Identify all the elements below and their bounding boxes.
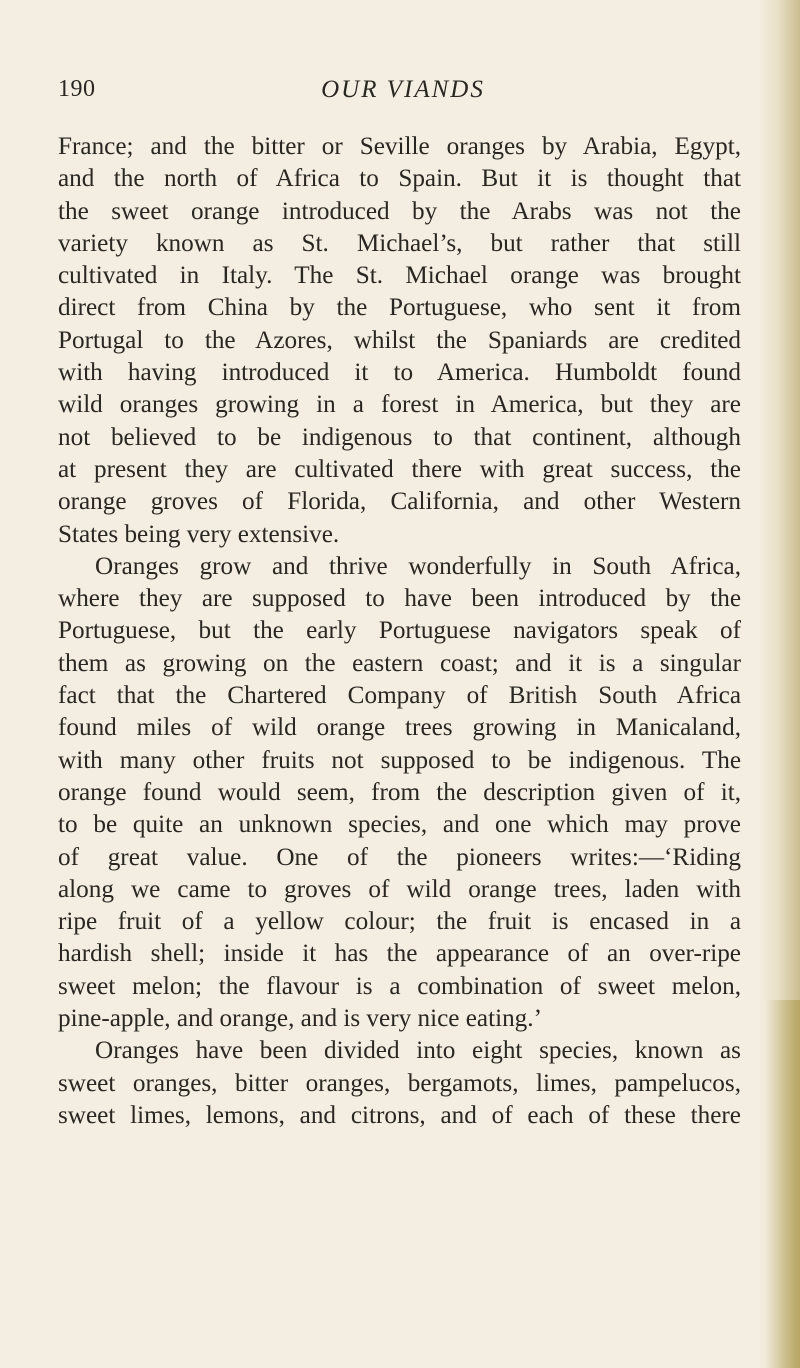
text-line: at present they are cultivated there with great success, the xyxy=(58,455,741,483)
text-line: Portuguese, but the early Portuguese navigators speak of xyxy=(58,617,741,645)
text-line: wild oranges growing in a forest in America, but they are xyxy=(58,391,741,419)
text-line: along we came to groves of wild orange trees, laden with xyxy=(58,875,741,903)
running-head: OUR VIANDS xyxy=(321,76,485,103)
text-line: sweet limes, lemons, and citrons, and of each of these there xyxy=(58,1101,741,1129)
text-line: with having introduced it to America. Humboldt found xyxy=(58,359,741,387)
text-line: to be quite an unknown species, and one which may prove xyxy=(58,811,741,839)
text-line: sweet oranges, bitter oranges, bergamots, limes, pampelucos, xyxy=(58,1069,741,1097)
text-line: France; and the bitter or Seville oranges by Arabia, Egypt, xyxy=(58,133,741,160)
text-line: not believed to be indigenous to that continent, although xyxy=(58,423,741,451)
text-line: sweet melon; the flavour is a combination of sweet melon, xyxy=(58,972,741,1000)
text-line: Portugal to the Azores, whilst the Spaniards are credited xyxy=(58,326,741,354)
text-line: ripe fruit of a yellow colour; the fruit is encased in a xyxy=(58,908,741,936)
paragraph-end-line: States being very extensive. xyxy=(58,520,340,548)
page-header xyxy=(58,76,748,116)
text-line: where they are supposed to have been introduced by the xyxy=(58,585,741,613)
paragraph-end-line: pine-apple, and orange, and is very nice eating.’ xyxy=(58,1005,542,1033)
text-line: orange found would seem, from the description given of it, xyxy=(58,778,741,806)
text-line: with many other fruits not supposed to be indigenous. The xyxy=(58,746,741,774)
text-line: variety known as St. Michael’s, but rather that still xyxy=(58,229,741,257)
body-text xyxy=(58,131,741,1132)
text-line: direct from China by the Portuguese, who sent it from xyxy=(58,294,741,322)
text-line: cultivated in Italy. The St. Michael orange was brought xyxy=(58,262,741,290)
text-line: them as growing on the eastern coast; and it is a singular xyxy=(58,649,741,677)
page-edge-stain xyxy=(766,1000,800,1368)
paragraph-start-line: Oranges have been divided into eight species, known as xyxy=(95,1037,741,1065)
page-number: 190 xyxy=(58,76,96,102)
text-line: of great value. One of the pioneers writes:—‘Riding xyxy=(58,843,741,871)
text-line: the sweet orange introduced by the Arabs was not the xyxy=(58,197,741,225)
text-line: orange groves of Florida, California, and other Western xyxy=(58,488,741,516)
text-line: and the north of Africa to Spain. But it is thought that xyxy=(58,165,741,193)
paragraph-start-line: Oranges grow and thrive wonderfully in South Africa, xyxy=(95,552,741,580)
text-line: fact that the Chartered Company of British South Africa xyxy=(58,682,741,710)
text-line: hardish shell; inside it has the appearance of an over-ripe xyxy=(58,940,741,968)
text-line: found miles of wild orange trees growing in Manicaland, xyxy=(58,714,741,742)
